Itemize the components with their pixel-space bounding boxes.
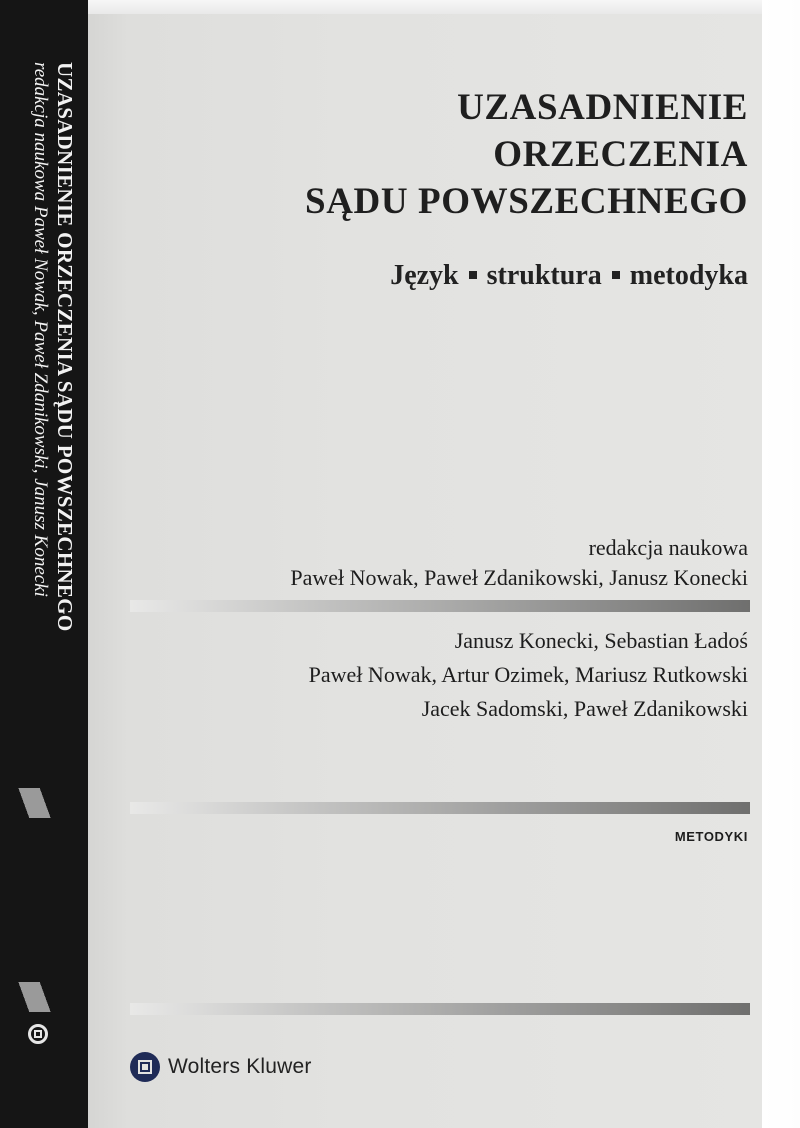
- title-line-3: SĄDU POWSZECHNEGO: [305, 181, 748, 222]
- spine-publisher-logo-icon: [28, 1024, 48, 1044]
- divider-rule: [130, 600, 750, 612]
- title-line-1: UZASADNIENIE: [457, 87, 748, 128]
- publisher-logo-icon: [130, 1052, 160, 1082]
- editors-names: Paweł Nowak, Paweł Zdanikowski, Janusz Konecki: [290, 565, 748, 590]
- page-edge-top: [88, 0, 800, 14]
- spine-editors: redakcja naukowa Paweł Nowak, Paweł Zdanikowski, Janusz Konecki: [30, 62, 51, 597]
- authors-line: Jacek Sadomski, Paweł Zdanikowski: [421, 696, 748, 721]
- title-line-2: ORZECZENIA: [493, 134, 748, 175]
- editors-section: [290, 533, 748, 593]
- publisher: [130, 1052, 312, 1082]
- divider-rule: [130, 802, 750, 814]
- authors-section: [309, 624, 748, 726]
- spine-stripe-mark: [14, 982, 54, 1012]
- spine-title: UZASADNIENIE ORZECZENIA SĄDU POWSZECHNEGO: [53, 62, 77, 632]
- square-bullet-icon: [612, 271, 620, 279]
- editors-label: redakcja naukowa: [588, 535, 748, 560]
- book-title: [305, 84, 748, 225]
- subtitle-word-1: Język: [390, 260, 459, 291]
- book-subtitle: [390, 260, 748, 292]
- subtitle-word-3: metodyka: [629, 260, 748, 291]
- book-spine: [0, 0, 88, 1128]
- subtitle-word-2: struktura: [486, 260, 602, 291]
- authors-line: Paweł Nowak, Artur Ozimek, Mariusz Rutkowski: [308, 662, 748, 687]
- page-edge-right: [762, 0, 800, 1128]
- square-bullet-icon: [469, 271, 477, 279]
- publisher-name: Wolters Kluwer: [168, 1055, 312, 1078]
- series-label: METODYKI: [674, 829, 748, 844]
- divider-rule: [130, 1003, 750, 1015]
- spine-text-area: [10, 62, 78, 882]
- spine-stripe-mark: [14, 788, 54, 818]
- authors-line: Janusz Konecki, Sebastian Ładoś: [454, 628, 748, 653]
